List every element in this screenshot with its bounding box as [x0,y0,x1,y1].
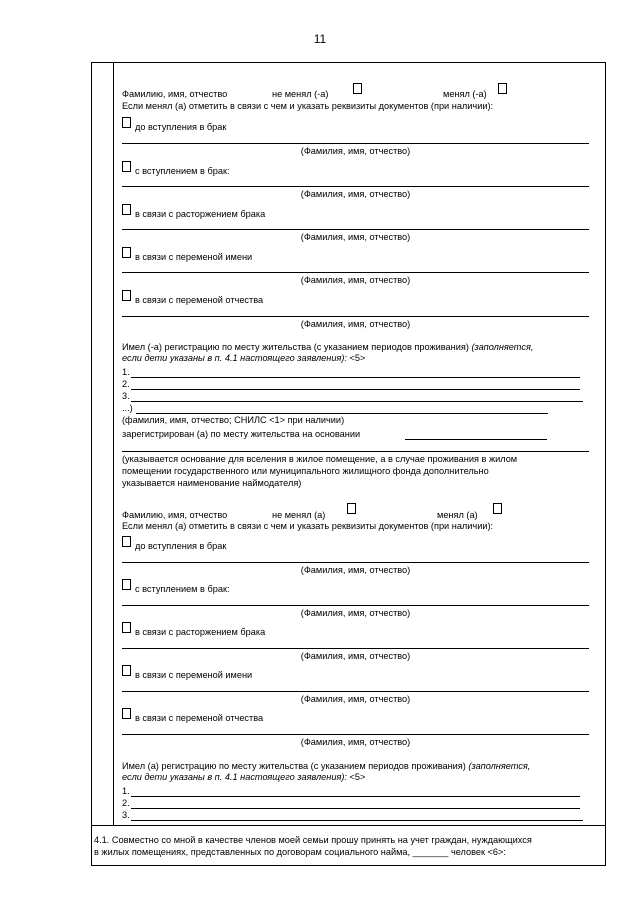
changed-label-1: менял (-а) [443,89,487,99]
reason-label-2-3: в связи с расторжением брака [135,627,266,637]
reason-checkbox-2-3[interactable] [122,622,131,633]
fio-caption-2-4: (Фамилия, имя, отчество) [300,694,411,704]
reg-item-line-1-4[interactable] [136,413,548,414]
reg-item-line-2-1[interactable] [131,796,580,797]
fio-caption-2-3: (Фамилия, имя, отчество) [300,651,411,661]
fio-caption-2-5: (Фамилия, имя, отчество) [300,737,411,747]
fio-label-1: Фамилию, имя, отчество [122,89,228,99]
registered-basis-line[interactable] [405,439,547,440]
reg-item-line-2-3[interactable] [131,820,583,821]
row-divider [91,825,606,826]
not-changed-checkbox-1[interactable] [353,83,362,94]
basis-caption-1: (указывается основание для вселения в жилое помещение, а в случае проживания в жилом [122,454,518,464]
reg-item-line-1-3[interactable] [131,401,583,402]
fio-line-2-4[interactable] [122,691,589,692]
changed-checkbox-1[interactable] [498,83,507,94]
registration-text-1b: если дети указаны в п. 4.1 настоящего заявления): <5> [122,353,366,363]
reason-checkbox-1-5[interactable] [122,290,131,301]
reg-item-line-2-2[interactable] [131,808,580,809]
fio-line-1-5[interactable] [122,316,589,317]
reason-checkbox-1-4[interactable] [122,247,131,258]
fio-caption-1-3: (Фамилия, имя, отчество) [300,232,411,242]
basis-caption-2: помещении государственного или муниципального жилищного фонда дополнительно [122,466,489,476]
reg-item-line-1-2[interactable] [131,389,580,390]
fio-line-2-3[interactable] [122,648,589,649]
reason-checkbox-2-1[interactable] [122,536,131,547]
column-divider [113,62,114,825]
not-changed-label-2: не менял (а) [272,510,326,520]
not-changed-label-1: не менял (-а) [272,89,329,99]
reason-checkbox-1-2[interactable] [122,161,131,172]
reg-item-label-2-3: 3. [122,810,130,820]
reason-label-1-2: с вступлением в брак: [135,166,230,176]
reason-label-2-4: в связи с переменой имени [135,670,253,680]
basis-line[interactable] [122,451,589,452]
fio-caption-1-5: (Фамилия, имя, отчество) [300,319,411,329]
reason-label-2-5: в связи с переменой отчества [135,713,264,723]
instruction-2: Если менял (а) отметить в связи с чем и указать реквизиты документов (при наличии): [122,521,494,531]
reg-item-label-1-2: 2. [122,379,130,389]
changed-checkbox-2[interactable] [493,503,502,514]
changed-label-2: менял (а) [437,510,478,520]
reason-label-2-1: до вступления в брак [135,541,227,551]
fio-line-1-3[interactable] [122,229,589,230]
registered-basis-label: зарегистрирован (а) по месту жительства на основании [122,429,361,439]
reason-label-1-5: в связи с переменой отчества [135,295,264,305]
registration-text-2b: если дети указаны в п. 4.1 настоящего заявления): <5> [122,772,366,782]
registration-text-1: Имел (-а) регистрацию по месту жительства (с указанием периодов проживания) (заполняется, [122,342,534,352]
reason-checkbox-1-1[interactable] [122,117,131,128]
fio-caption-2-2: (Фамилия, имя, отчество) [300,608,411,618]
reg-item-label-1-1: 1. [122,367,130,377]
reason-checkbox-2-5[interactable] [122,708,131,719]
fio-line-1-4[interactable] [122,272,589,273]
page-number: 11 [313,32,327,46]
fio-caption-2-1: (Фамилия, имя, отчество) [300,565,411,575]
reg-item-label-1-4: ...) [122,403,133,413]
not-changed-checkbox-2[interactable] [347,503,356,514]
instruction-1: Если менял (а) отметить в связи с чем и указать реквизиты документов (при наличии): [122,101,494,111]
registration-text-2: Имел (а) регистрацию по месту жительства (с указанием периодов проживания) (заполняется, [122,761,531,771]
section-4-1-line-1: 4.1. Совместно со мной в качестве членов моей семьи прошу принять на учет граждан, нуждающихся [94,835,532,845]
fio-line-2-5[interactable] [122,734,589,735]
reg-item-label-2-1: 1. [122,786,130,796]
fio-line-2-1[interactable] [122,562,589,563]
fio-line-1-2[interactable] [122,186,589,187]
reason-label-1-3: в связи с расторжением брака [135,209,266,219]
reason-label-1-4: в связи с переменой имени [135,252,253,262]
fio-caption-1-1: (Фамилия, имя, отчество) [300,146,411,156]
basis-caption-3: указывается наименование наймодателя) [122,478,302,488]
reason-checkbox-2-2[interactable] [122,579,131,590]
fio-label-2: Фамилию, имя, отчество [122,510,228,520]
reg-item-label-1-3: 3. [122,391,130,401]
reg-item-label-2-2: 2. [122,798,130,808]
section-4-1-line-2: в жилых помещениях, представленных по договорам социального найма, _______ человек <6>: [94,847,506,857]
reg-item-line-1-1[interactable] [131,377,580,378]
fio-snils-caption: (фамилия, имя, отчество; СНИЛС <1> при наличии) [122,415,345,425]
fio-caption-1-2: (Фамилия, имя, отчество) [300,189,411,199]
reason-checkbox-2-4[interactable] [122,665,131,676]
reason-label-2-2: с вступлением в брак: [135,584,230,594]
fio-line-1-1[interactable] [122,143,589,144]
reason-label-1-1: до вступления в брак [135,122,227,132]
fio-line-2-2[interactable] [122,605,589,606]
reason-checkbox-1-3[interactable] [122,204,131,215]
fio-caption-1-4: (Фамилия, имя, отчество) [300,275,411,285]
